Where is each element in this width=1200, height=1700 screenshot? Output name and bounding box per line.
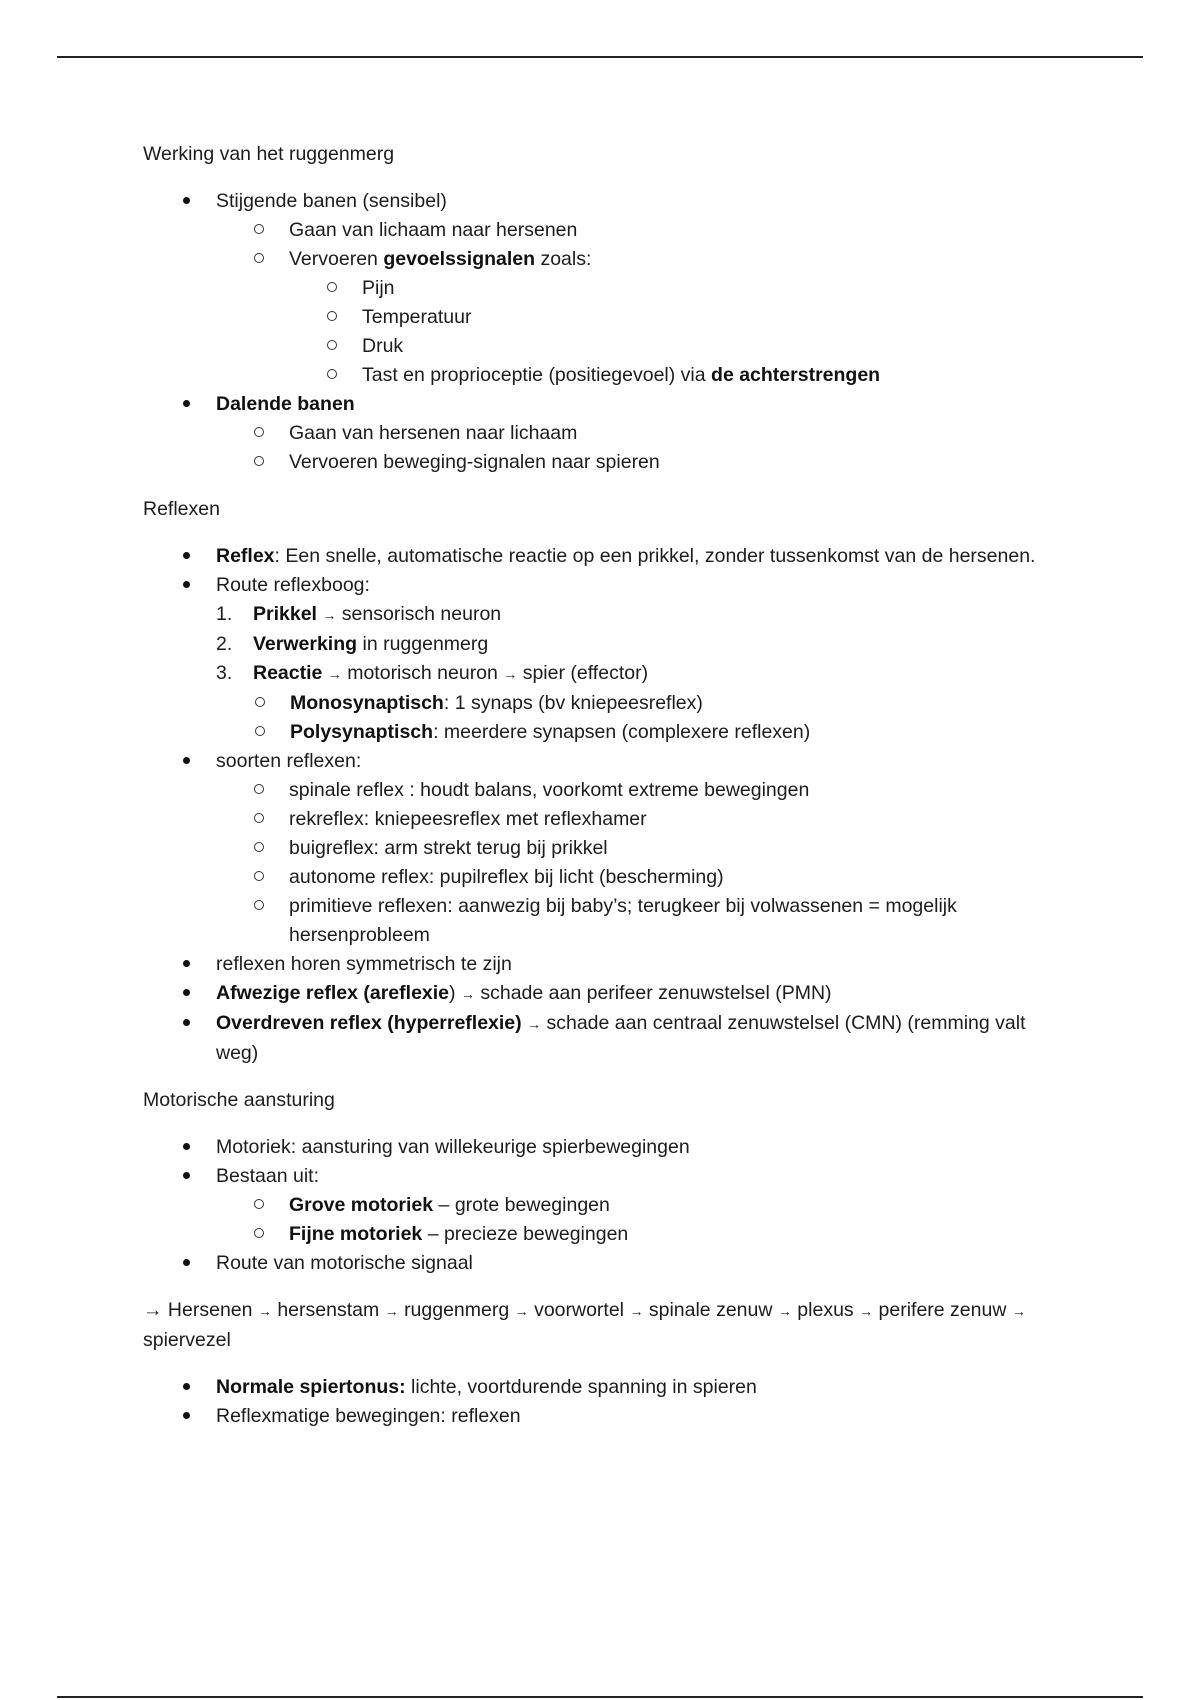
- bold-text: Normale spiertonus:: [216, 1376, 406, 1398]
- list-item: [143, 542, 1073, 571]
- list-item: [143, 1133, 1073, 1162]
- item-text: Stijgende banen (sensibel): [216, 190, 447, 212]
- arrow-icon: →: [384, 1303, 399, 1319]
- arrow-icon: →: [629, 1303, 644, 1319]
- list-item: [289, 361, 1073, 390]
- bold-text: Dalende banen: [216, 393, 355, 415]
- item-text: primitieve reflexen: aanwezig bij baby’s; terugkeer bij volwassenen = mogelijk hersenprobleem: [289, 895, 957, 946]
- circle-bullet-icon: [327, 303, 337, 332]
- numbered-list: [216, 600, 1073, 747]
- bold-text: de achterstrengen: [711, 364, 881, 386]
- bullet-icon: [181, 1009, 191, 1038]
- circle-bullet-icon: [327, 332, 337, 361]
- item-text: Gaan van hersenen naar lichaam: [289, 422, 578, 444]
- bullet-icon: [181, 1373, 191, 1402]
- list-item: [216, 863, 1073, 892]
- item-text: : meerdere synapsen (complexere reflexen): [433, 721, 811, 743]
- reflexen-list: [143, 542, 1073, 1068]
- arrow-icon: →: [503, 666, 518, 682]
- item-text: motorisch neuron: [341, 662, 504, 684]
- item-text: spinale reflex : houdt balans, voorkomt extreme bewegingen: [289, 779, 810, 801]
- circle-bullet-icon: [254, 448, 264, 477]
- list-item: [143, 747, 1073, 950]
- list-item: [253, 689, 1073, 718]
- bullet-icon: [181, 950, 191, 979]
- item-text: Pijn: [362, 277, 395, 299]
- item-text: soorten reflexen:: [216, 750, 362, 772]
- bullet-icon: [181, 1249, 191, 1278]
- item-text: Route van motorische signaal: [216, 1252, 473, 1274]
- item-text: Reflexmatige bewegingen: reflexen: [216, 1405, 521, 1427]
- list-number: 1.: [216, 603, 233, 625]
- list-item: [143, 1009, 1073, 1068]
- bold-text: Fijne motoriek: [289, 1223, 423, 1245]
- item-text: Druk: [362, 335, 404, 357]
- sublist: [216, 1191, 1073, 1249]
- list-item: [143, 1402, 1073, 1431]
- motor-route-paragraph: [143, 1296, 1073, 1355]
- circle-bullet-icon: [254, 863, 264, 892]
- sublist: [216, 776, 1073, 950]
- section-heading-reflexen: Reflexen: [143, 498, 220, 520]
- route-step: hersenstam: [277, 1299, 380, 1321]
- top-rule: [57, 56, 1143, 58]
- item-text: Motoriek: aansturing van willekeurige spierbewegingen: [216, 1136, 690, 1158]
- arrow-icon: →: [777, 1303, 792, 1319]
- route-step: Hersenen: [167, 1299, 253, 1321]
- item-text: Tast en proprioceptie (positiegevoel) via: [362, 364, 712, 386]
- circle-bullet-icon: [254, 776, 264, 805]
- bullet-icon: [181, 542, 191, 571]
- item-text: Vervoeren beweging-signalen naar spieren: [289, 451, 660, 473]
- list-item: [216, 659, 1073, 747]
- route-step: plexus: [797, 1299, 854, 1321]
- circle-bullet-icon: [254, 834, 264, 863]
- item-text: zoals:: [535, 248, 592, 270]
- list-item: [216, 630, 1073, 659]
- arrow-icon: →: [527, 1016, 542, 1032]
- arrow-icon: →: [514, 1303, 529, 1319]
- motoriek-list-2: [143, 1373, 1073, 1431]
- list-item: [289, 274, 1073, 303]
- item-text: Temperatuur: [362, 306, 472, 328]
- item-text: lichte, voortdurende spanning in spieren: [405, 1376, 757, 1398]
- circle-bullet-icon: [327, 361, 337, 390]
- circle-bullet-icon: [254, 245, 264, 274]
- route-step: perifere zenuw: [878, 1299, 1007, 1321]
- bold-text: Grove motoriek: [289, 1194, 434, 1216]
- item-text: buigreflex: arm strekt terug bij prikkel: [289, 837, 608, 859]
- list-item: [143, 1162, 1073, 1249]
- item-text: reflexen horen symmetrisch te zijn: [216, 953, 512, 975]
- sublist: [289, 274, 1073, 390]
- bullet-icon: [181, 390, 191, 419]
- item-text: – grote bewegingen: [433, 1194, 610, 1216]
- list-item: [289, 332, 1073, 361]
- bullet-icon: [181, 187, 191, 216]
- section-heading-ruggenmerg: Werking van het ruggenmerg: [143, 143, 395, 165]
- list-item: [143, 187, 1073, 390]
- motoriek-list: [143, 1133, 1073, 1278]
- list-item: [253, 718, 1073, 747]
- item-text: Gaan van lichaam naar hersenen: [289, 219, 578, 241]
- item-text: schade aan centraal zenuwstelsel (CMN) (remming valt weg): [216, 1012, 1026, 1064]
- item-text: ): [449, 982, 461, 1004]
- list-item: [216, 776, 1073, 805]
- document-body: [143, 140, 1073, 1431]
- circle-bullet-icon: [254, 805, 264, 834]
- bold-text: Afwezige reflex (areflexie: [216, 982, 450, 1004]
- list-item: [143, 1373, 1073, 1402]
- bold-text: Reflex: [216, 545, 275, 567]
- list-item: [143, 390, 1073, 477]
- item-text: in ruggenmerg: [357, 633, 489, 655]
- bold-text: Reactie: [253, 662, 323, 684]
- list-item: [216, 419, 1073, 448]
- bold-text: Monosynaptisch: [290, 692, 444, 714]
- list-number: 3.: [216, 662, 233, 684]
- route-step: voorwortel: [534, 1299, 625, 1321]
- circle-bullet-icon: [255, 689, 265, 718]
- list-item: [216, 892, 1073, 950]
- list-item: [143, 979, 1073, 1009]
- bullet-icon: [181, 571, 191, 600]
- bold-text: gevoelssignalen: [383, 248, 536, 270]
- list-item: [216, 834, 1073, 863]
- arrow-icon: →: [1011, 1303, 1026, 1319]
- list-item: [216, 216, 1073, 245]
- item-text: – precieze bewegingen: [422, 1223, 629, 1245]
- list-item: [216, 1191, 1073, 1220]
- item-text: schade aan perifeer zenuwstelsel (PMN): [474, 982, 832, 1004]
- item-text: autonome reflex: pupilreflex bij licht (bescherming): [289, 866, 724, 888]
- circle-bullet-icon: [327, 274, 337, 303]
- list-item: [216, 805, 1073, 834]
- item-text: spier (effector): [517, 662, 649, 684]
- arrow-icon: →: [257, 1303, 272, 1319]
- route-step: ruggenmerg: [404, 1299, 510, 1321]
- route-step: spiervezel: [143, 1329, 231, 1351]
- list-number: 2.: [216, 633, 233, 655]
- sublist: [216, 419, 1073, 477]
- item-text: sensorisch neuron: [336, 603, 502, 625]
- section-heading-motorische-aansturing: Motorische aansturing: [143, 1089, 335, 1111]
- bullet-icon: [181, 979, 191, 1008]
- bullet-icon: [181, 747, 191, 776]
- bullet-icon: [181, 1162, 191, 1191]
- bold-text: Overdreven reflex (hyperreflexie): [216, 1012, 522, 1034]
- route-step: spinale zenuw: [648, 1299, 773, 1321]
- item-text: Bestaan uit:: [216, 1165, 319, 1187]
- list-item: [216, 1220, 1073, 1249]
- circle-bullet-icon: [254, 419, 264, 448]
- list-item: [143, 950, 1073, 979]
- ruggenmerg-list: [143, 187, 1073, 477]
- bullet-icon: [181, 1133, 191, 1162]
- circle-bullet-icon: [254, 216, 264, 245]
- circle-bullet-icon: [255, 718, 265, 747]
- bold-text: Prikkel: [253, 603, 317, 625]
- arrow-icon: →: [327, 666, 342, 682]
- bold-text: Verwerking: [253, 633, 358, 655]
- item-text: rekreflex: kniepeesreflex met reflexhamer: [289, 808, 647, 830]
- circle-bullet-icon: [254, 1220, 264, 1249]
- bold-text: Polysynaptisch: [290, 721, 434, 743]
- item-text: : Een snelle, automatische reactie op een prikkel, zonder tussenkomst van de hersenen.: [274, 545, 1036, 567]
- circle-bullet-icon: [254, 1191, 264, 1220]
- list-item: [143, 571, 1073, 747]
- bullet-icon: [181, 1402, 191, 1431]
- list-item: [216, 448, 1073, 477]
- circle-bullet-icon: [254, 892, 264, 921]
- list-item: [216, 245, 1073, 390]
- item-text: Vervoeren: [289, 248, 384, 270]
- sublist: [216, 216, 1073, 390]
- list-item: [289, 303, 1073, 332]
- bottom-rule: [57, 1696, 1143, 1698]
- sublist: [253, 689, 1073, 747]
- item-text: Route reflexboog:: [216, 574, 370, 596]
- list-item: [143, 1249, 1073, 1278]
- list-item: [216, 600, 1073, 630]
- arrow-icon: →: [143, 1299, 163, 1321]
- item-text: : 1 synaps (bv kniepeesreflex): [443, 692, 703, 714]
- arrow-icon: →: [460, 986, 475, 1002]
- arrow-icon: →: [322, 607, 337, 623]
- arrow-icon: →: [859, 1303, 874, 1319]
